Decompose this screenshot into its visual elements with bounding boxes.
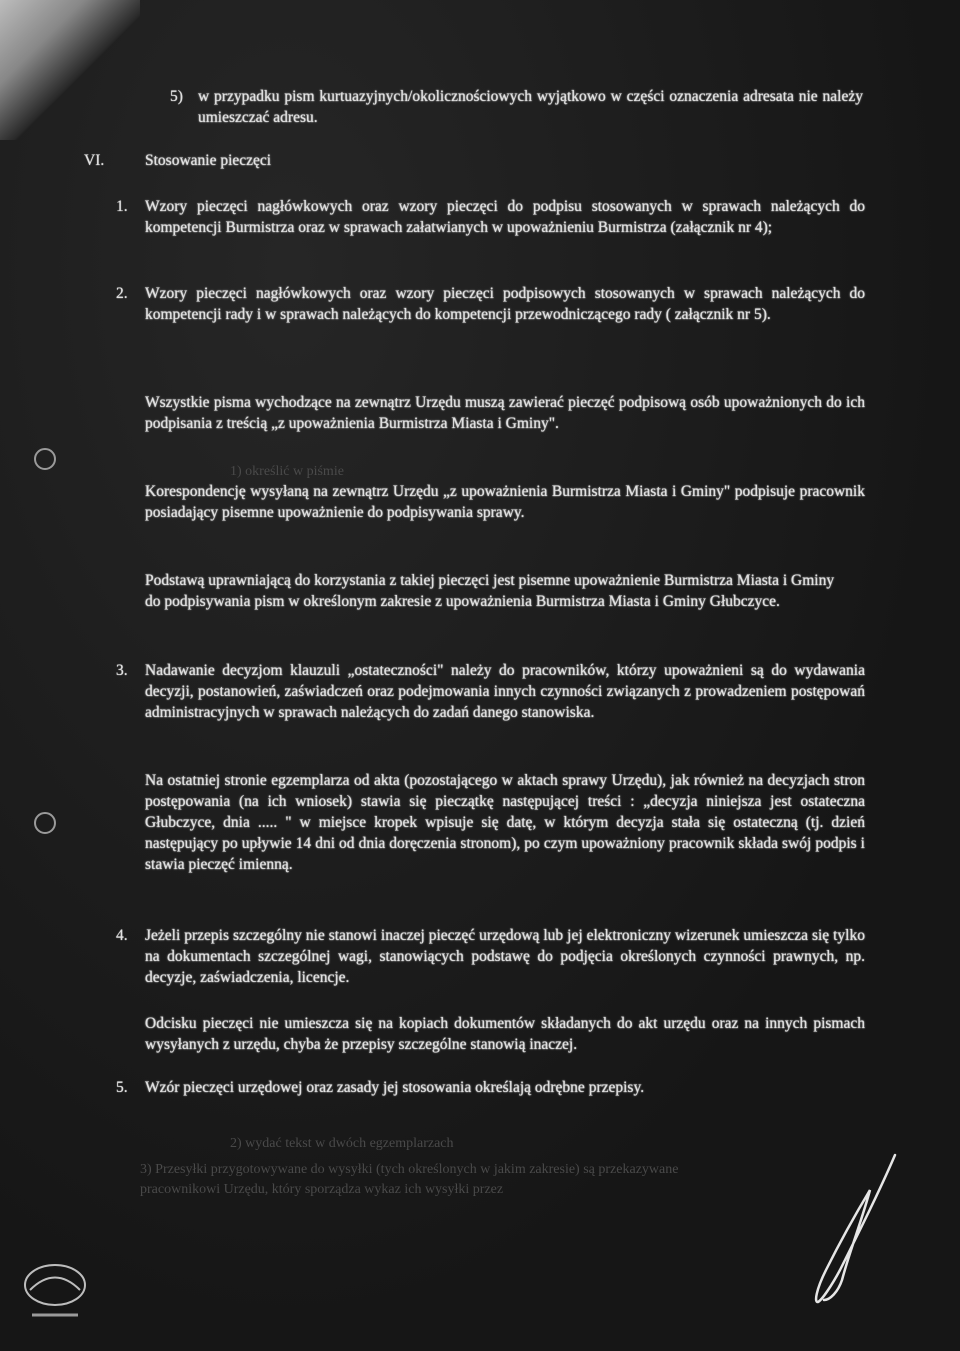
paragraph-4-text: Jeżeli przepis szczególny nie stanowi inaczej pieczęć urzędową lub jej elektroniczny wizerunek umieszcza się tylko na dokumentach szczególnej wagi, stanowiących podstawę do podjęcia określonych czynności prawnych, np. decyzje, zaświadczenia, licencje. [145, 927, 869, 986]
paragraph-2a-text: Wszystkie pisma wychodzące na zewnątrz Urzędu muszą zawierać pieczęć podpisową osób upoważnionych do ich podpisania z treścią „z upoważnienia Burmistrza Miasta i Gminy". [145, 394, 869, 432]
paragraph-5-number: 5. [116, 1079, 128, 1096]
handwritten-signature [800, 1150, 910, 1310]
showthrough-line-4: pracownikowi Urzędu, który sporządza wykaz ich wysyłki przez [140, 1182, 504, 1197]
paragraph-3-text: Nadawanie decyzjom klauzuli „ostateczności" należy do pracowników, którzy upoważnieni są do wydawania decyzji, postanowień, zaświadczeń oraz podejmowania innych czynności związanych z prowadzeniem postępowań administracyjnych w sprawach należących do zadań danego stanowiska. [145, 662, 869, 721]
paragraph-1-number: 1. [116, 198, 128, 215]
punch-hole-top [34, 448, 56, 470]
paragraph-2-text: Wzory pieczęci nagłówkowych oraz wzory pieczęci podpisowych stosowanych w sprawach należących do kompetencji rady i w sprawach należących do kompetencji przewodniczącego rady ( załącznik nr 5). [145, 285, 869, 323]
item-5-label: 5) [170, 88, 183, 105]
paragraph-5-text: Wzór pieczęci urzędowej oraz zasady jej stosowania określają odrębne przepisy. [145, 1079, 645, 1096]
paragraph-3-number: 3. [116, 662, 128, 679]
section-title: Stosowanie pieczęci [145, 152, 272, 169]
punch-hole-bottom [34, 812, 56, 834]
section-number: VI. [84, 152, 105, 169]
folded-corner [0, 0, 140, 140]
stamp-mark [10, 1255, 100, 1325]
paragraph-4-number: 4. [116, 927, 128, 944]
showthrough-line-2: 2) wydać tekst w dwóch egzemplarzach [230, 1136, 454, 1151]
showthrough-line-3: 3) Przesyłki przygotowywane do wysyłki (tych określonych w jakim zakresie) są przekazywane [140, 1162, 679, 1177]
paragraph-2b-text: Korespondencję wysyłaną na zewnątrz Urzędu „z upoważnienia Burmistrza Miasta i Gminy" podpisuje pracownik posiadający pisemne upoważnienie do podpisywania sprawy. [145, 483, 869, 521]
paragraph-1-text: Wzory pieczęci nagłówkowych oraz wzory pieczęci do podpisu stosowanych w sprawach należących do kompetencji Burmistrza oraz w sprawach załatwianych w upoważnieniu Burmistrza (załącznik nr 4); [145, 198, 869, 236]
paragraph-2c-text: Podstawą uprawniającą do korzystania z takiej pieczęci jest pisemne upoważnienie Burmistrza Miasta i Gminy do podpisywania pism w określonym zakresie z upoważnienia Burmistrza Miasta i Gminy Głubczyce. [145, 572, 838, 610]
paragraph-4a-text: Odcisku pieczęci nie umieszcza się na kopiach dokumentów składanych do akt urzędu oraz na innych pismach wysyłanych z urzędu, chyba że przepisy szczególne stanowią inaczej. [145, 1015, 869, 1053]
item-5-text: w przypadku pism kurtuazyjnych/okolicznościowych wyjątkowo w części oznaczenia adresata nie należy umieszczać adresu. [198, 88, 867, 126]
paragraph-2-number: 2. [116, 285, 128, 302]
paragraph-3a-text: Na ostatniej stronie egzemplarza od akta (pozostającego w aktach sprawy Urzędu), jak również na decyzjach stron postępowania (na ich wniosek) stawia się pieczątkę następującej treści : „decyzja niniejsza jest ostateczna Głubczyce, dnia ..... " w miejsce kropek wpisuje się datę, w którym decyzja stała się ostateczną (tj. dzień następujący po upływie 14 dni od dnia doręczenia stronom), po czym upoważniony pracownik składa swój podpis i stawia pieczęć imienną. [145, 772, 869, 873]
showthrough-line-1: 1) określić w piśmie [230, 464, 344, 479]
